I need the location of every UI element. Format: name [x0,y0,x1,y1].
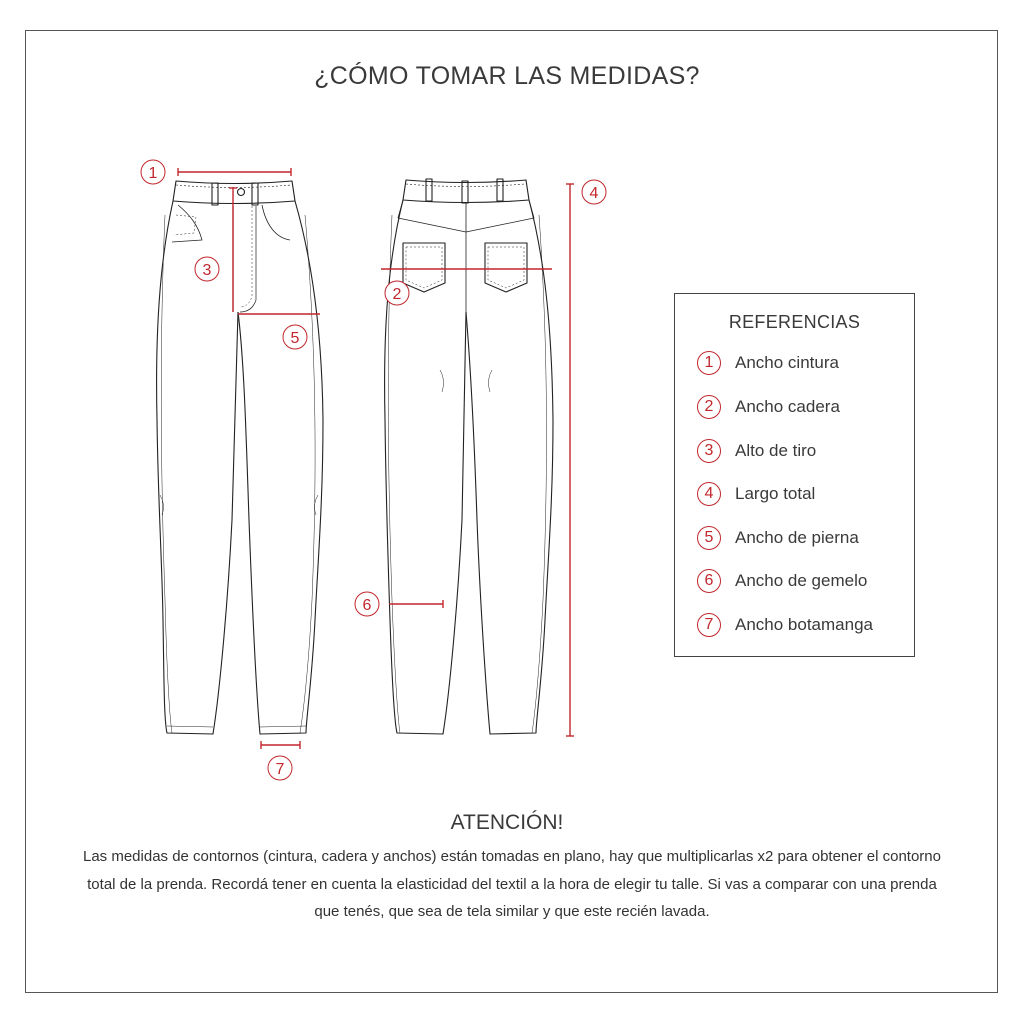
reference-item [697,480,815,508]
svg-text:2: 2 [392,286,402,303]
reference-number: 5 [697,526,721,550]
svg-text:6: 6 [362,597,372,614]
reference-number: 1 [697,351,721,375]
reference-item [697,567,867,595]
reference-label: Alto de tiro [735,441,817,460]
reference-number: 7 [697,613,721,637]
reference-label: Ancho botamanga [735,615,873,634]
svg-text:1: 1 [148,165,158,182]
references-title: REFERENCIAS [728,312,861,332]
reference-item [697,437,816,465]
marker-5 [283,325,307,349]
reference-number: 4 [697,482,721,506]
page-title: ¿CÓMO TOMAR LAS MEDIDAS? [314,62,700,90]
reference-number: 3 [697,439,721,463]
svg-text:4: 4 [589,185,599,202]
reference-item [697,349,839,377]
references-box [674,293,915,657]
reference-label: Ancho cadera [735,397,840,416]
marker-3 [195,257,219,281]
reference-label: Ancho de pierna [735,528,859,547]
svg-text:5: 5 [290,330,300,347]
attention-text: Las medidas de contornos (cintura, cadera y anchos) están tomadas en plano, hay que multiplicarlas x2 para obtener el contorno total de la prenda. Recordá tener en cuenta la elasticidad del textil a la hora de elegir tu talle. Si vas a comparar con una prenda que tenés, que sea de tela similar y que este recién lavada. [82,848,941,920]
reference-label: Ancho de gemelo [735,571,868,590]
marker-7 [268,756,292,780]
reference-item [697,393,840,421]
reference-item [697,524,859,552]
marker-4 [582,180,606,204]
reference-item [697,611,873,639]
jeans-back-drawing [385,179,553,734]
reference-number: 6 [697,569,721,593]
svg-text:7: 7 [275,761,285,778]
marker-2 [385,281,409,305]
marker-6 [355,592,379,616]
reference-number: 2 [697,395,721,419]
marker-1 [141,160,165,184]
attention-title: ATENCIÓN! [450,811,564,834]
svg-text:3: 3 [202,262,212,279]
jeans-front-drawing [157,181,323,734]
reference-label: Largo total [735,484,816,503]
reference-label: Ancho cintura [735,353,839,372]
